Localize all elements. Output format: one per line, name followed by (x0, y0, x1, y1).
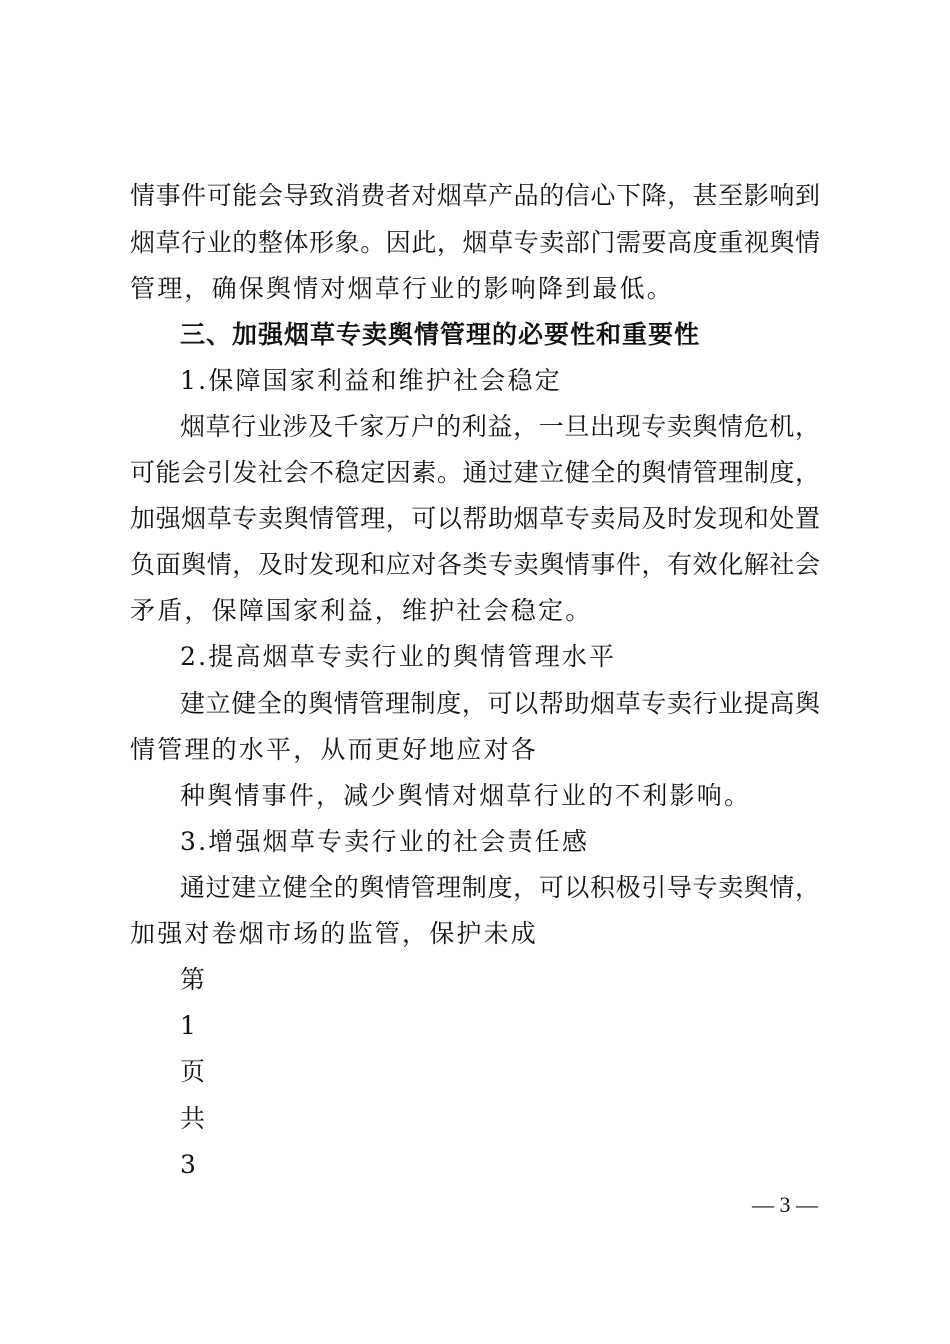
paragraph-line: 通过建立健全的舆情管理制度，可以积极引导专卖舆情， (180, 873, 820, 902)
paragraph-line: 建立健全的舆情管理制度，可以帮助烟草专卖行业提高舆 (180, 689, 820, 718)
section-heading: 三、加强烟草专卖舆情管理的必要性和重要性 (180, 320, 701, 349)
paragraph-line: 负面舆情，及时发现和应对各类专卖舆情事件，有效化解社会 (130, 550, 820, 579)
paragraph-line: 烟草行业的整体形象。因此，烟草专卖部门需要高度重视舆情 (130, 228, 820, 257)
page-marker-text: 第 (180, 965, 206, 994)
page-marker-text: 页 (180, 1057, 206, 1086)
page-marker-text: 3 (180, 1150, 196, 1179)
paragraph-line: 管理，确保舆情对烟草行业的影响降到最低。 (130, 274, 675, 303)
paragraph-line: 加强烟草专卖舆情管理，可以帮助烟草专卖局及时发现和处置 (130, 504, 820, 533)
paragraph-line: 情管理的水平，从而更好地应对各 (130, 735, 539, 764)
paragraph-line: 加强对卷烟市场的监管，保护未成 (130, 919, 539, 948)
paragraph-line: 烟草行业涉及千家万户的利益，一旦出现专卖舆情危机， (180, 412, 820, 441)
paragraph-line: 可能会引发社会不稳定因素。通过建立健全的舆情管理制度， (130, 458, 820, 487)
page-marker-text: 1 (180, 1011, 196, 1040)
page-number-footer: — 3 — (752, 1192, 818, 1217)
subheading: 2.提高烟草专卖行业的舆情管理水平 (180, 642, 617, 671)
subheading: 3.增强烟草专卖行业的社会责任感 (180, 827, 590, 856)
paragraph-line: 情事件可能会导致消费者对烟草产品的信心下降，甚至影响到 (130, 181, 820, 210)
page-marker-text: 共 (180, 1104, 206, 1133)
paragraph-line: 种舆情事件，减少舆情对烟草行业的不利影响。 (180, 781, 752, 810)
subheading: 1.保障国家利益和维护社会稳定 (180, 366, 562, 395)
paragraph-line: 矛盾，保障国家利益，维护社会稳定。 (130, 596, 593, 625)
